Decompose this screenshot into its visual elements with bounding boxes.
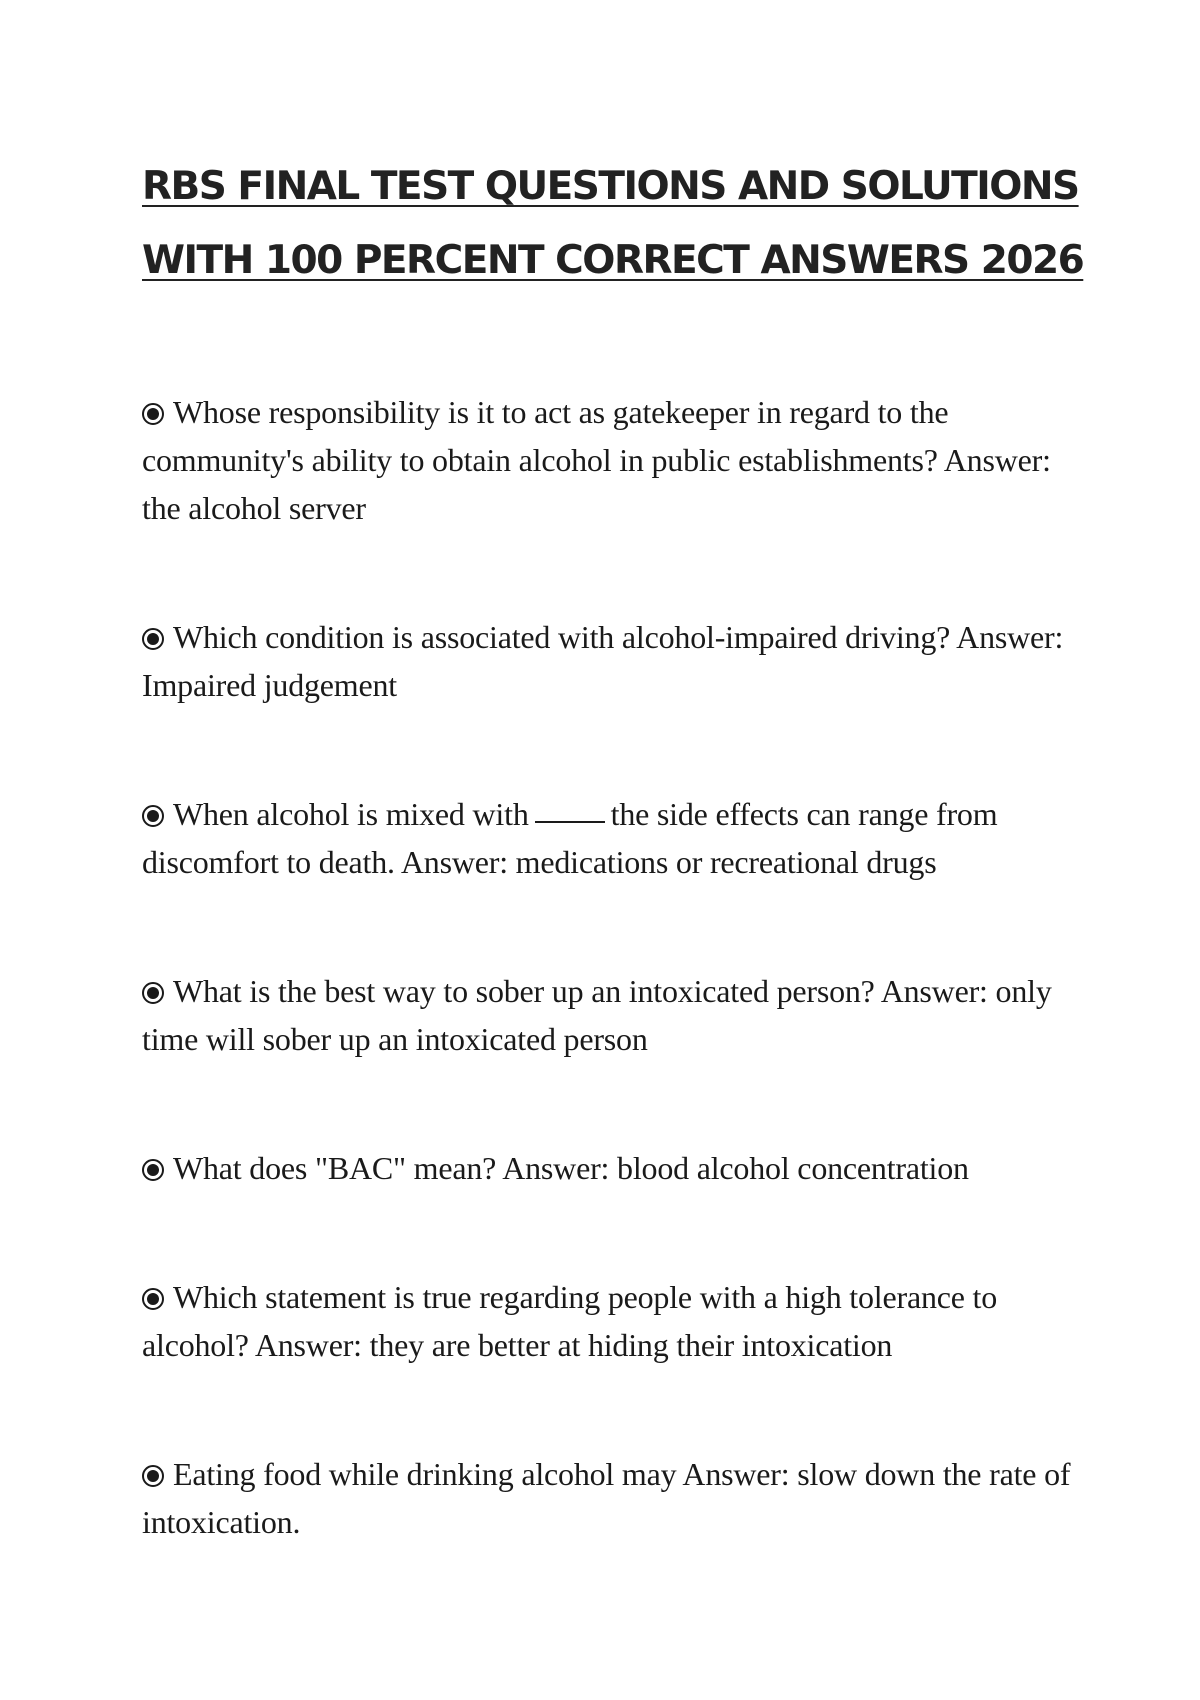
radio-bullet-icon (142, 628, 164, 650)
radio-bullet-icon (142, 982, 164, 1004)
title-line-1: RBS FINAL TEST QUESTIONS AND SOLUTIONS (142, 164, 1079, 209)
qa-text-after-blank: the side effects can range from discomfort to death. Answer: medications or recreational drugs (142, 796, 998, 880)
qa-text: What does "BAC" mean? Answer: blood alcohol concentration (173, 1150, 969, 1186)
radio-bullet-icon (142, 1465, 164, 1487)
radio-bullet-icon (142, 1288, 164, 1310)
qa-item (142, 790, 1082, 886)
radio-bullet-icon (142, 805, 164, 827)
qa-item (142, 1273, 1082, 1369)
qa-item (142, 967, 1082, 1063)
qa-text: Which statement is true regarding people with a high tolerance to alcohol? Answer: they are better at hiding their intoxication (142, 1279, 998, 1363)
qa-text: What is the best way to sober up an intoxicated person? Answer: only time will sober up an intoxicated person (142, 973, 1052, 1057)
qa-text: Which condition is associated with alcohol-impaired driving? Answer: Impaired judgement (142, 619, 1064, 703)
title-line-2: WITH 100 PERCENT CORRECT ANSWERS 2026 (142, 238, 1084, 283)
document-title (142, 150, 1082, 298)
radio-bullet-icon (142, 1159, 164, 1181)
fill-in-blank-line (535, 821, 605, 823)
qa-item (142, 1144, 1082, 1192)
qa-text: Whose responsibility is it to act as gatekeeper in regard to the community's ability to obtain alcohol in public establishments? Answer: the alcohol server (142, 394, 1051, 526)
qa-item (142, 1450, 1082, 1546)
qa-text-before-blank: When alcohol is mixed with (173, 796, 529, 832)
qa-item (142, 613, 1082, 709)
document-page (142, 150, 1082, 1627)
radio-bullet-icon (142, 403, 164, 425)
qa-list (142, 388, 1082, 1546)
qa-item (142, 388, 1082, 532)
qa-text: Eating food while drinking alcohol may Answer: slow down the rate of intoxication. (142, 1456, 1071, 1540)
